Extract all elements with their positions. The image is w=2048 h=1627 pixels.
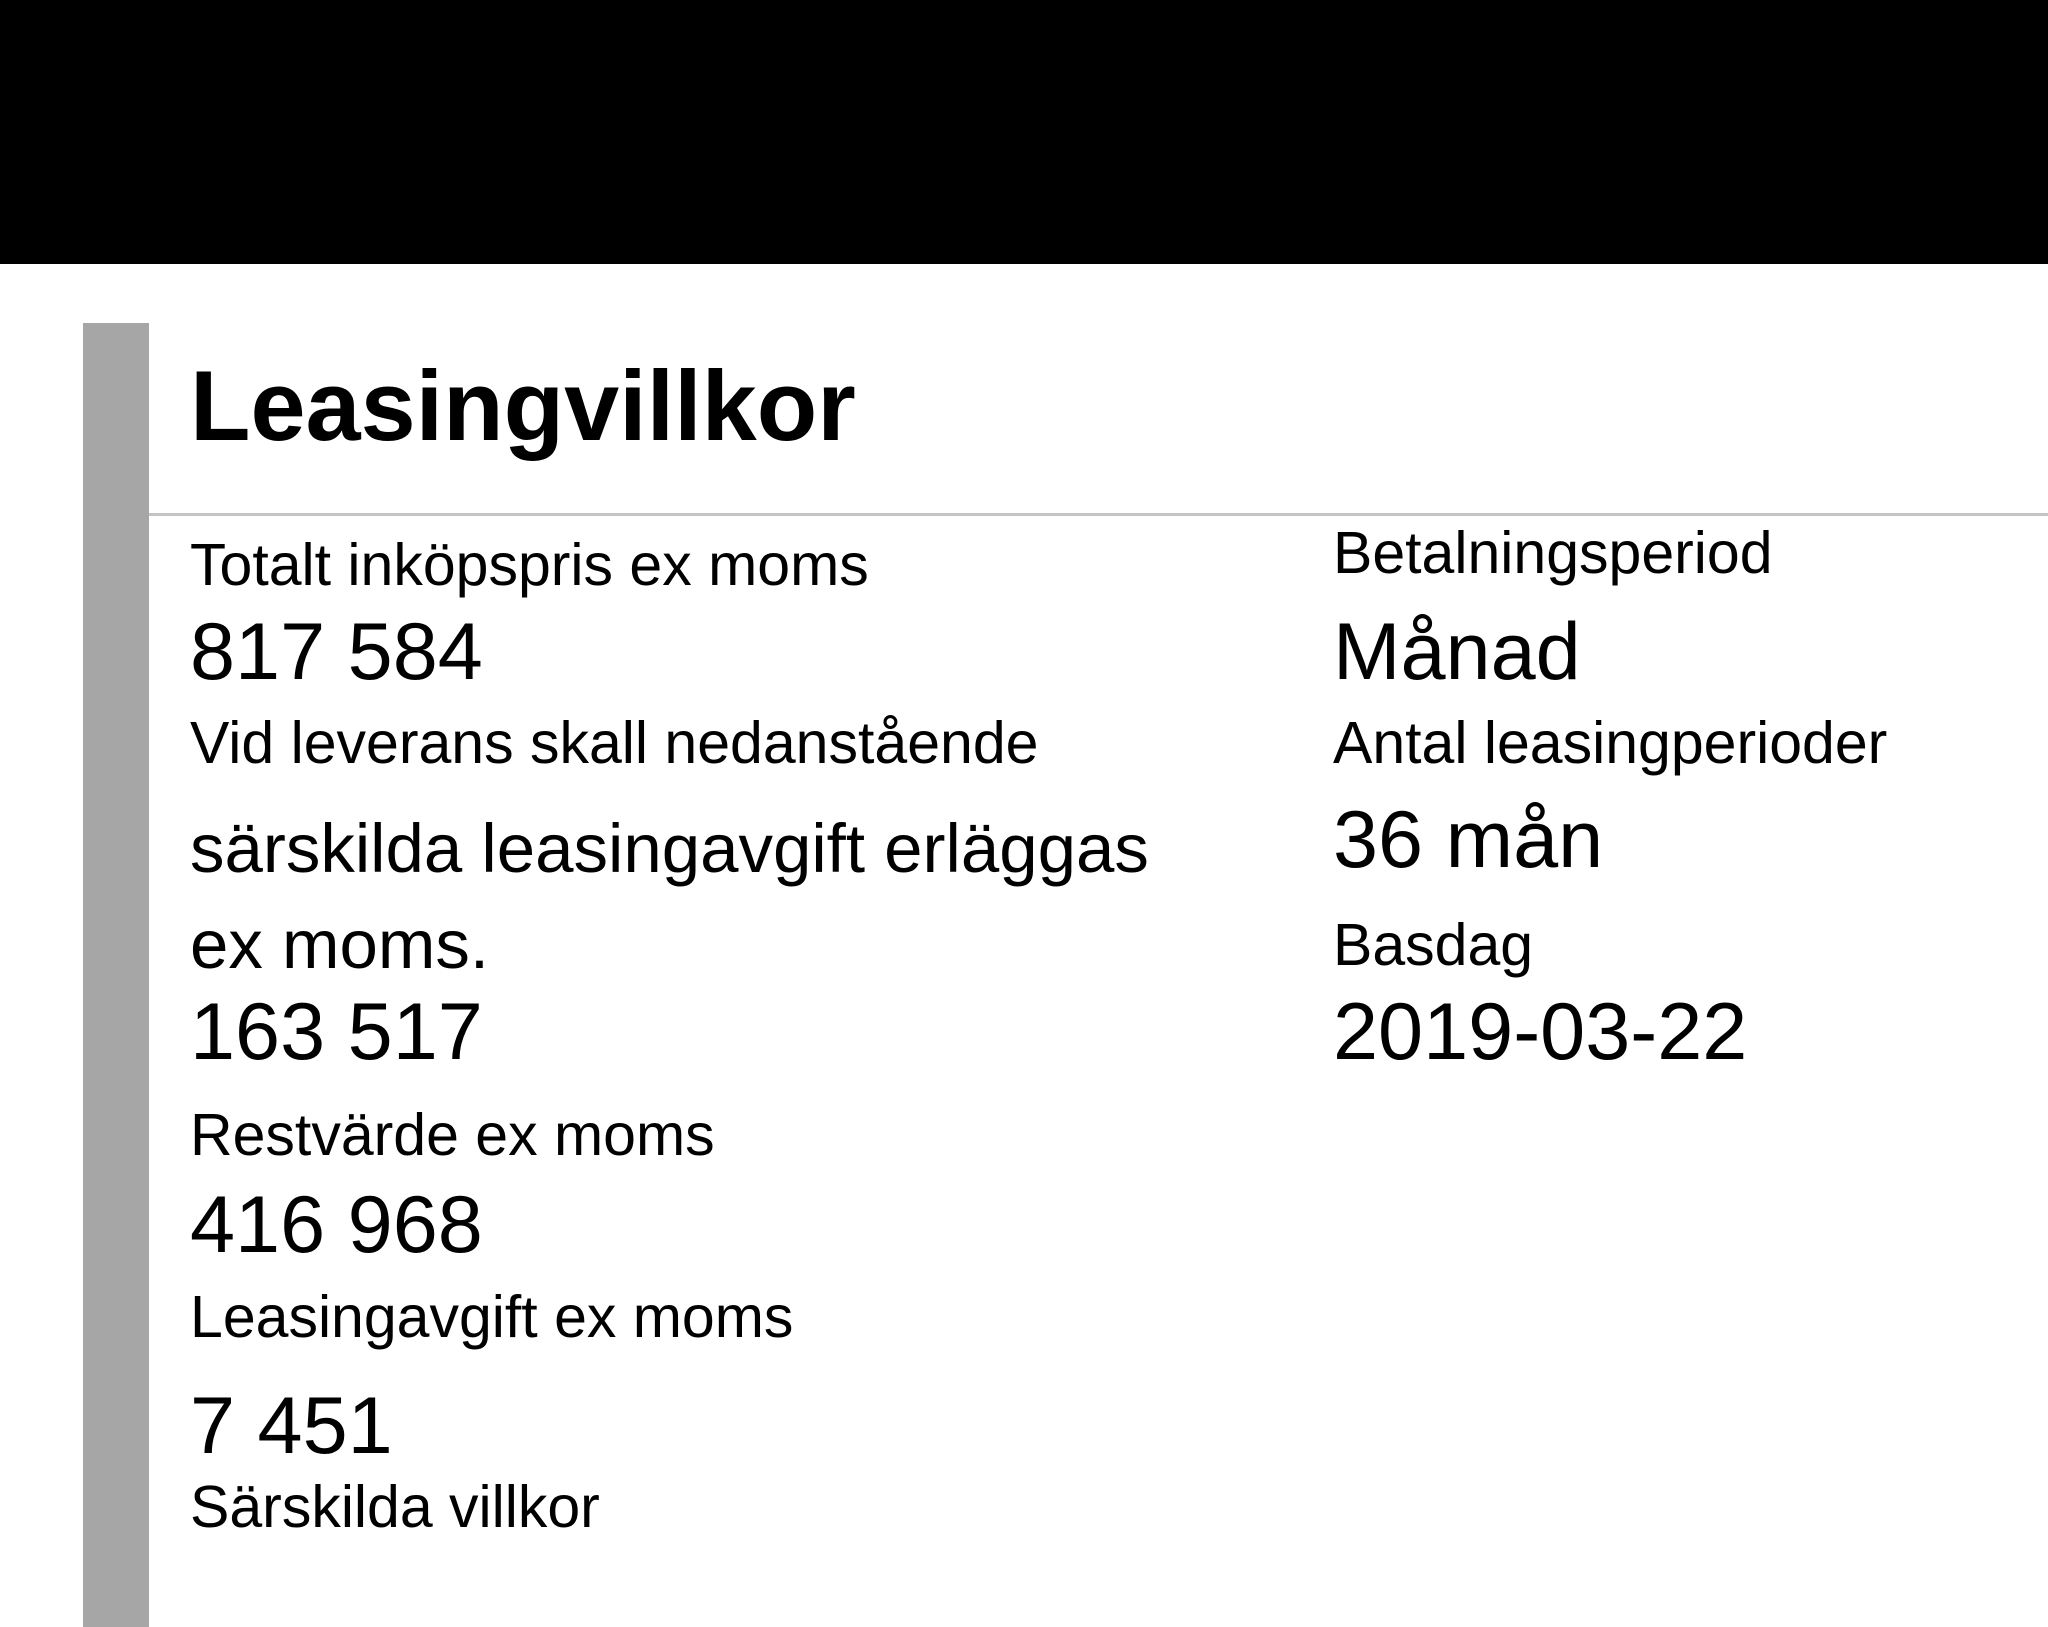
- base-date-label: Basdag: [1333, 912, 1534, 978]
- special-fee-value: 163 517: [190, 987, 483, 1077]
- residual-value-label: Restvärde ex moms: [190, 1102, 715, 1168]
- leasing-fee-value: 7 451: [190, 1381, 393, 1471]
- base-date-value: 2019-03-22: [1333, 987, 1748, 1077]
- purchase-price-value: 817 584: [190, 607, 483, 697]
- section-divider: [149, 513, 2048, 516]
- residual-value: 416 968: [190, 1180, 483, 1270]
- purchase-price-label: Totalt inköpspris ex moms: [190, 532, 869, 598]
- section-title: Leasingvillkor: [190, 350, 856, 461]
- top-bar: [0, 0, 2048, 264]
- leasing-periods-label: Antal leasingperioder: [1333, 710, 1888, 776]
- payment-period-label: Betalningsperiod: [1333, 520, 1773, 586]
- leasing-periods-value: 36 mån: [1333, 795, 1604, 885]
- special-fee-label-line2: särskilda leasingavgift erläggas: [190, 810, 1149, 887]
- payment-period-value: Månad: [1333, 607, 1581, 697]
- section-accent-bar: [83, 323, 149, 1627]
- special-fee-label-line1: Vid leverans skall nedanstående: [190, 710, 1039, 776]
- leasing-fee-label: Leasingavgift ex moms: [190, 1284, 794, 1350]
- special-fee-label-line3: ex moms.: [190, 906, 490, 983]
- special-terms-label: Särskilda villkor: [190, 1474, 600, 1540]
